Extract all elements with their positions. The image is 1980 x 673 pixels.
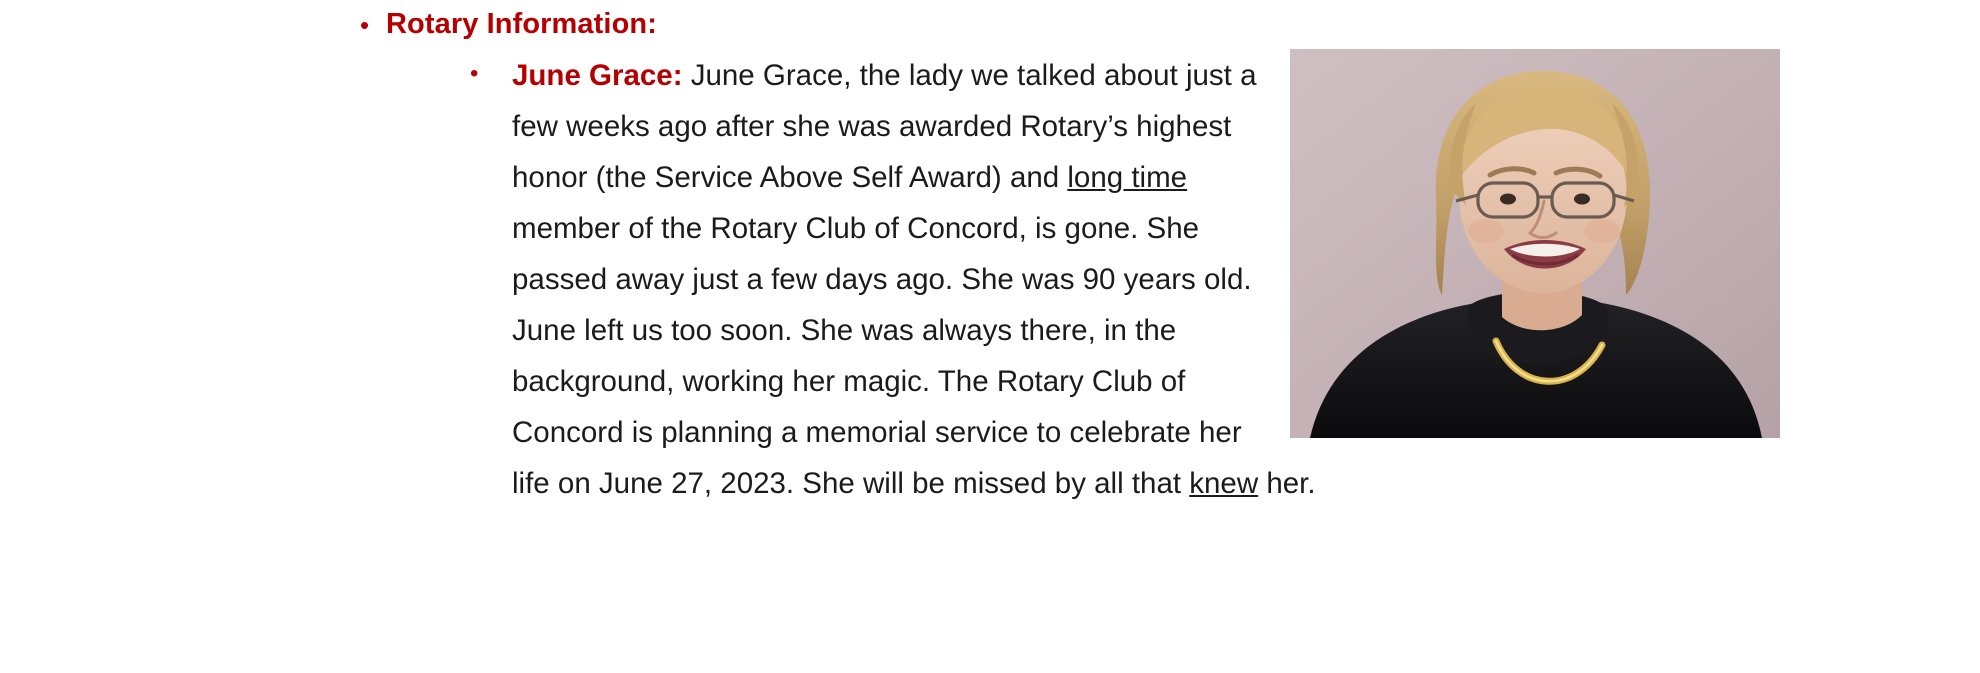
paragraph-text-part1: June Grace, the lady we talked about just a few weeks ago after she was awarded Rotary’s highest honor (the Service Above Self Award) and: [512, 59, 1257, 194]
portrait-illustration: [1290, 49, 1780, 438]
underlined-phrase-long-time: long time: [1067, 161, 1188, 194]
june-grace-block: [470, 50, 1780, 509]
rotary-information-heading: Rotary Information:: [386, 8, 657, 40]
underlined-phrase-knew: knew: [1189, 467, 1259, 500]
paragraph-text-part3: her.: [1258, 467, 1316, 500]
rotary-information-block: [360, 4, 1760, 44]
june-grace-lead-label: June Grace:: [512, 59, 683, 92]
june-grace-portrait-image: [1290, 49, 1780, 438]
rotary-information-row: [360, 4, 1760, 44]
paragraph-text-part2: member of the Rotary Club of Concord, is gone. She passed away just a few days ago. She was 90 years old. June left us too soon. She was always there, in the background, working her magic. The Rotary Club of Concord is planning a memorial service to celebrate her life on June 27, 2023. She will be missed by all that: [512, 212, 1252, 500]
june-grace-paragraph: [512, 50, 1780, 509]
bullet-icon: •: [470, 60, 479, 87]
bullet-icon: •: [360, 10, 370, 40]
june-grace-row: [470, 50, 1780, 509]
